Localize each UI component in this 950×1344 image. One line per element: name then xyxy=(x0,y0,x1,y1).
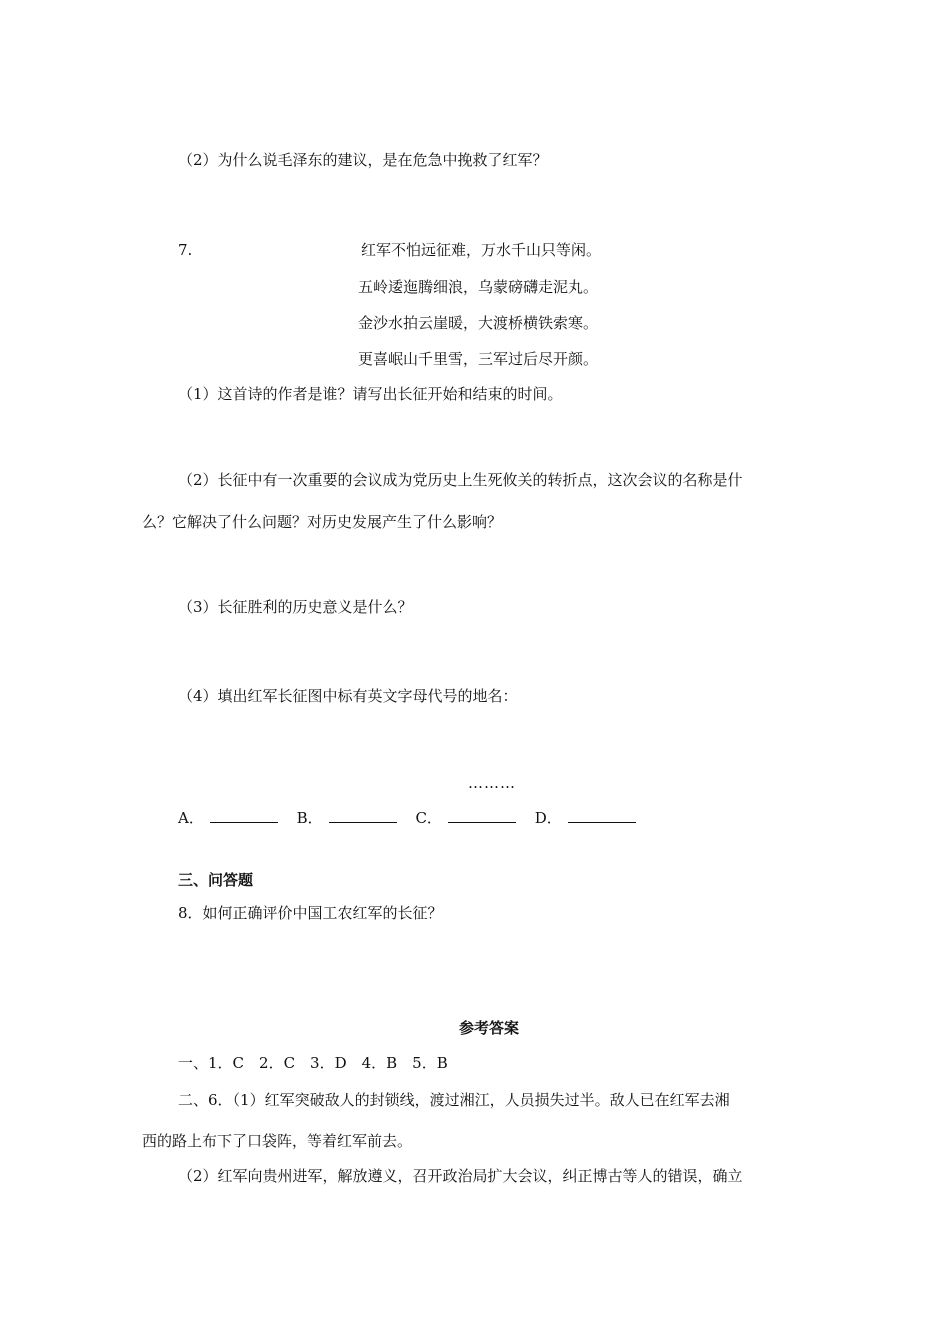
q7-number: 7. xyxy=(178,241,193,259)
poem-line-3: 金沙水拍云崖暖，大渡桥横铁索寒。 xyxy=(358,314,599,332)
poem-line-2: 五岭逶迤腾细浪，乌蒙磅礴走泥丸。 xyxy=(358,278,599,296)
option-b-blank[interactable] xyxy=(329,808,397,823)
q7-part2-line1: （2）长征中有一次重要的会议成为党历史上生死攸关的转折点，这次会议的名称是什 xyxy=(178,471,743,489)
answers-line-4: （2）红军向贵州进军，解放遵义，召开政治局扩大会议，纠正博古等人的错误，确立 xyxy=(178,1167,743,1185)
option-d-label: D． xyxy=(534,809,562,827)
option-c-blank[interactable] xyxy=(448,808,516,823)
q7-part4: （4）填出红军长征图中标有英文字母代号的地名： xyxy=(178,687,518,705)
q7-part1: （1）这首诗的作者是谁？请写出长征开始和结束的时间。 xyxy=(178,385,563,403)
section3-heading: 三、问答题 xyxy=(178,871,254,889)
answers-title: 参考答案 xyxy=(459,1019,520,1037)
q6-part2: （2）为什么说毛泽东的建议，是在危急中挽救了红军？ xyxy=(178,151,548,169)
option-a-label: A． xyxy=(178,809,204,827)
option-b-label: B． xyxy=(296,809,323,827)
option-c-label: C． xyxy=(415,809,442,827)
answers-line-1: 一、1．C 2．C 3．D 4．B 5．B xyxy=(178,1054,448,1072)
map-placeholder: ……… xyxy=(468,774,516,792)
q7-part2-line2: 么？它解决了什么问题？对历史发展产生了什么影响？ xyxy=(142,513,503,531)
answer-blanks-row xyxy=(178,808,650,828)
poem-line-1: 红军不怕远征难，万水千山只等闲。 xyxy=(361,241,602,259)
answers-line-3: 西的路上布下了口袋阵，等着红军前去。 xyxy=(142,1132,413,1150)
option-a-blank[interactable] xyxy=(210,808,278,823)
answers-line-2: 二、6．（1）红军突破敌人的封锁线，渡过湘江，人员损失过半。敌人已在红军去湘 xyxy=(178,1091,730,1109)
poem-line-4: 更喜岷山千里雪，三军过后尽开颜。 xyxy=(358,350,599,368)
option-d-blank[interactable] xyxy=(568,808,636,823)
q8-text: 8．如何正确评价中国工农红军的长征？ xyxy=(178,904,443,922)
q7-part3: （3）长征胜利的历史意义是什么？ xyxy=(178,598,413,616)
